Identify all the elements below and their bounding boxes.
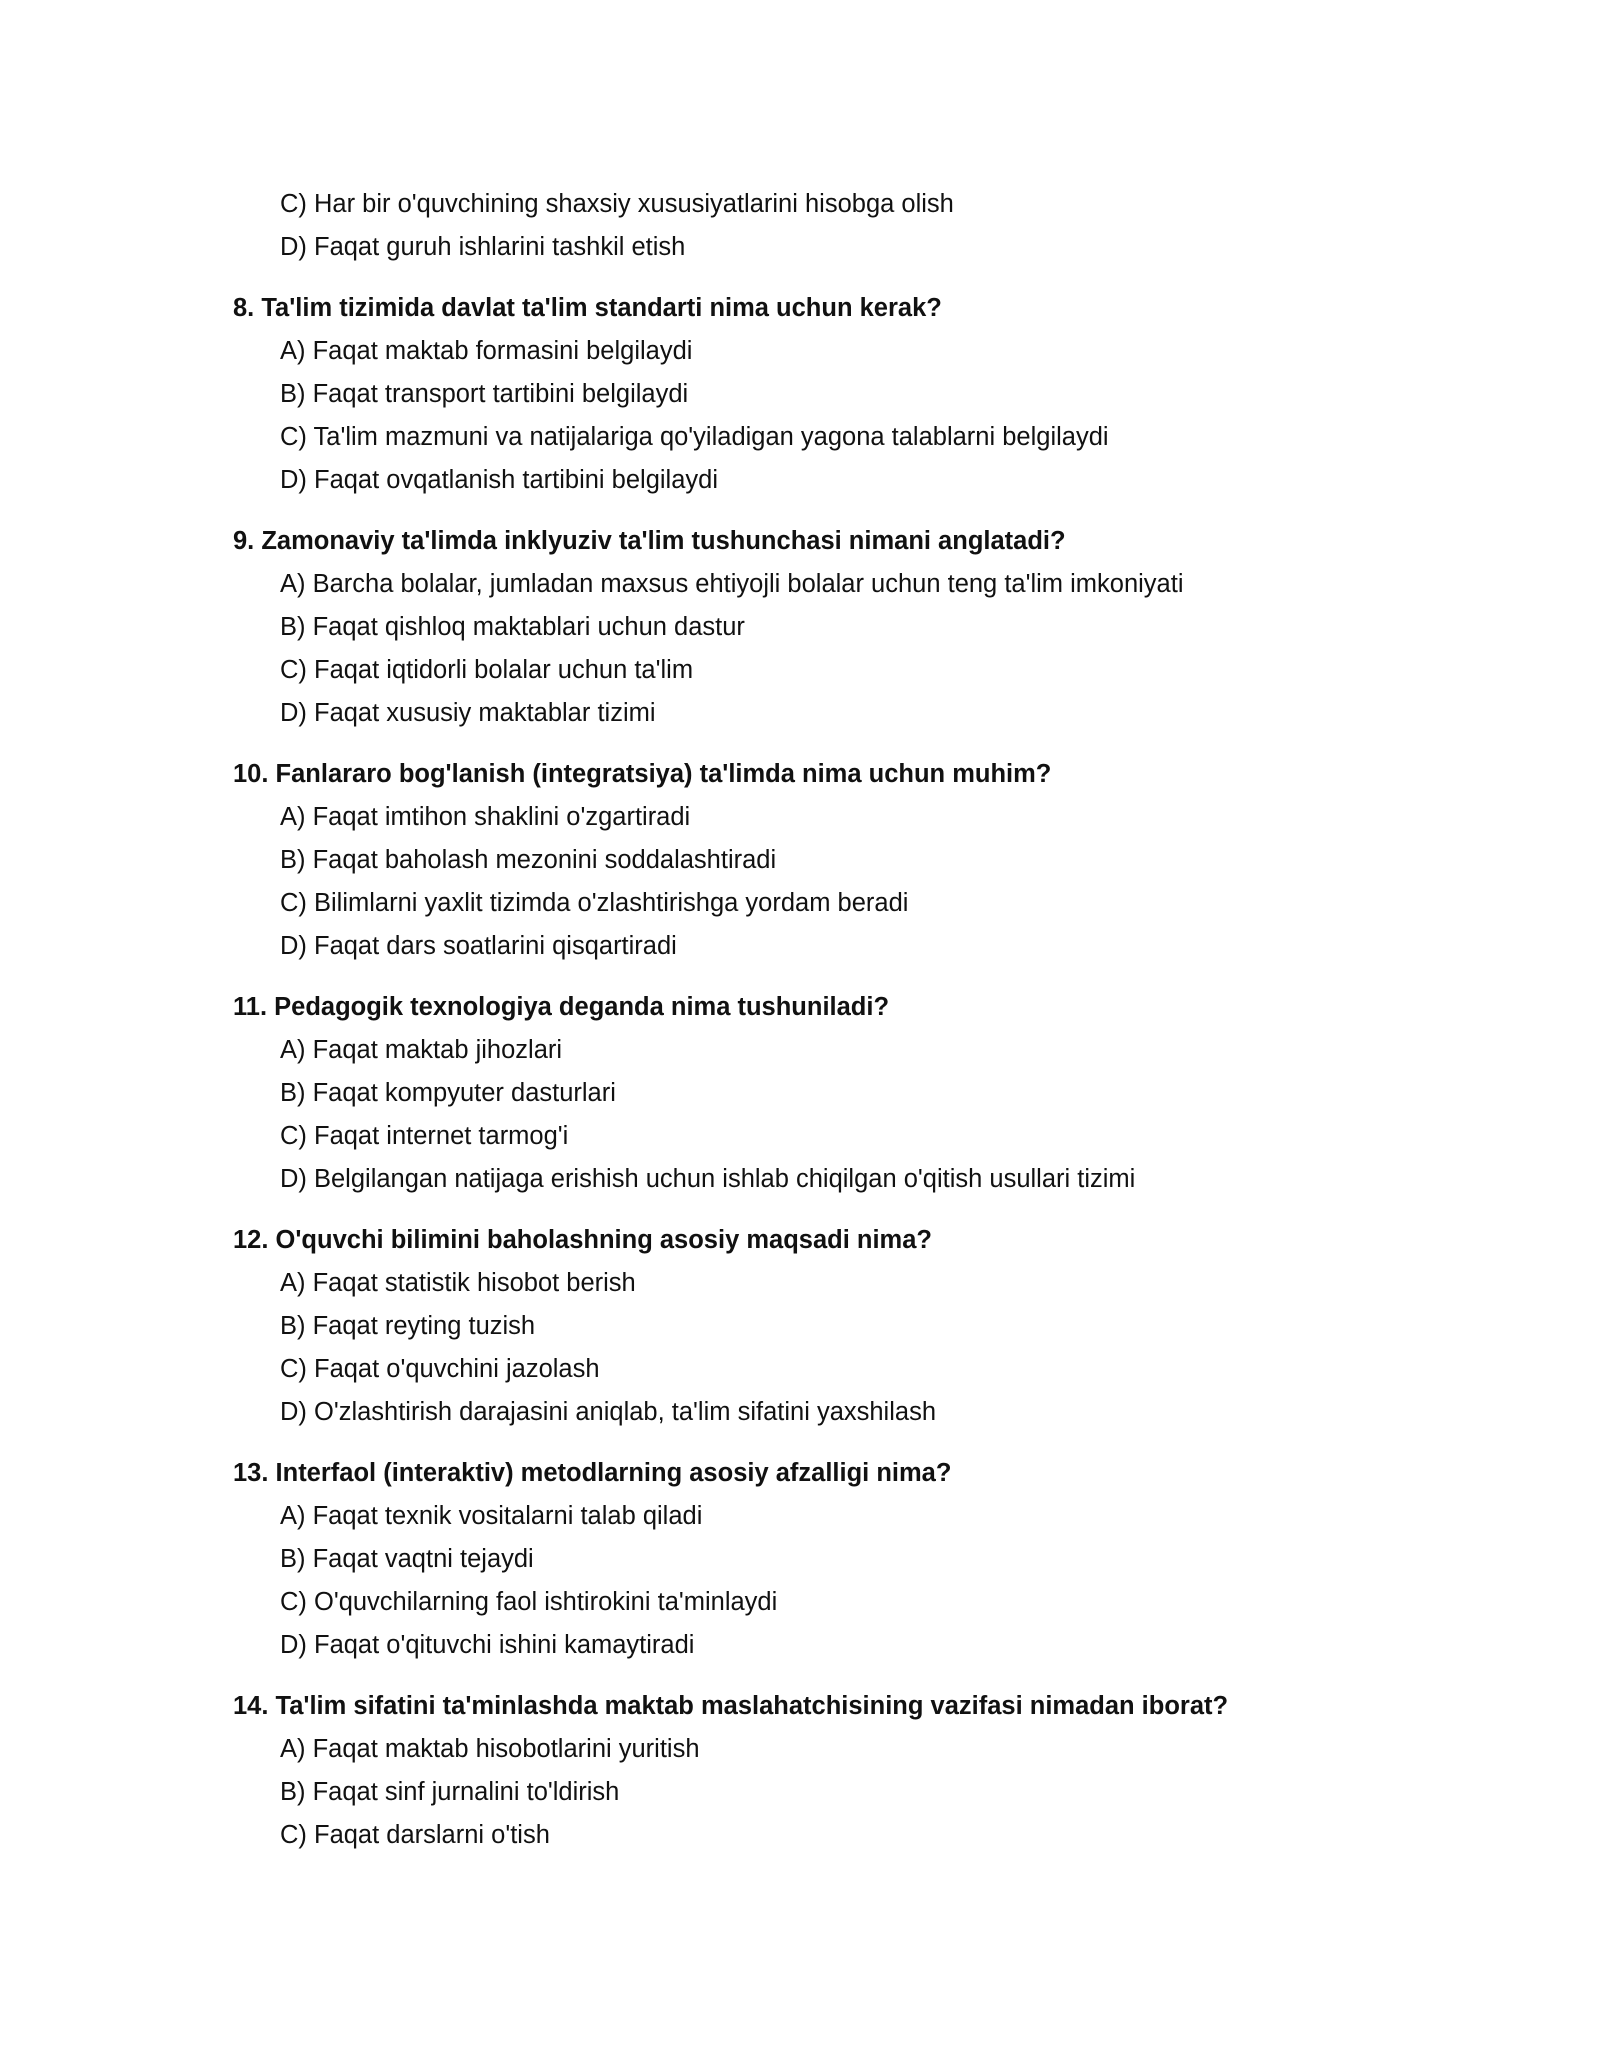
option-item: A) Barcha bolalar, jumladan maxsus ehtiyojli bolalar uchun teng ta'lim imkoniyati (280, 570, 1184, 598)
option-item: A) Faqat statistik hisobot berish (280, 1269, 636, 1297)
option-item: B) Faqat reyting tuzish (280, 1312, 536, 1340)
question-block (233, 1685, 1383, 1857)
question-title: 11. Pedagogik texnologiya deganda nima tushuniladi? (233, 993, 890, 1021)
option-item: D) Faqat guruh ishlarini tashkil etish (280, 233, 686, 261)
question-block (233, 287, 1383, 502)
option-item: B) Faqat sinf jurnalini to'ldirish (280, 1778, 620, 1806)
option-item: B) Faqat vaqtni tejaydi (280, 1545, 534, 1573)
option-item: D) Faqat ovqatlanish tartibini belgilaydi (280, 466, 718, 494)
question-block (233, 520, 1383, 735)
option-item: C) O'quvchilarning faol ishtirokini ta'minlaydi (280, 1588, 778, 1616)
option-item: D) Faqat o'qituvchi ishini kamaytiradi (280, 1631, 695, 1659)
option-item: A) Faqat maktab hisobotlarini yuritish (280, 1735, 700, 1763)
question-title: 8. Ta'lim tizimida davlat ta'lim standarti nima uchun kerak? (233, 294, 942, 322)
intro-options (233, 183, 1383, 269)
option-item: A) Faqat maktab formasini belgilaydi (280, 337, 693, 365)
option-item: A) Faqat texnik vositalarni talab qiladi (280, 1502, 703, 1530)
question-title: 13. Interfaol (interaktiv) metodlarning asosiy afzalligi nima? (233, 1459, 952, 1487)
question-title: 9. Zamonaviy ta'limda inklyuziv ta'lim tushunchasi nimani anglatadi? (233, 527, 1066, 555)
option-item: D) O'zlashtirish darajasini aniqlab, ta'lim sifatini yaxshilash (280, 1398, 937, 1426)
option-item: A) Faqat imtihon shaklini o'zgartiradi (280, 803, 691, 831)
question-block (233, 1452, 1383, 1667)
option-item: B) Faqat kompyuter dasturlari (280, 1079, 616, 1107)
option-item: D) Faqat dars soatlarini qisqartiradi (280, 932, 677, 960)
question-block (233, 753, 1383, 968)
option-item: C) Faqat o'quvchini jazolash (280, 1355, 600, 1383)
question-title: 14. Ta'lim sifatini ta'minlashda maktab maslahatchisining vazifasi nimadan iborat? (233, 1692, 1229, 1720)
option-item: C) Bilimlarni yaxlit tizimda o'zlashtirishga yordam beradi (280, 889, 909, 917)
option-item: B) Faqat transport tartibini belgilaydi (280, 380, 689, 408)
question-block (233, 986, 1383, 1201)
option-item: D) Belgilangan natijaga erishish uchun ishlab chiqilgan o'qitish usullari tizimi (280, 1165, 1136, 1193)
option-item: C) Faqat internet tarmog'i (280, 1122, 569, 1150)
option-item: D) Faqat xususiy maktablar tizimi (280, 699, 656, 727)
question-title: 12. O'quvchi bilimini baholashning asosiy maqsadi nima? (233, 1226, 932, 1254)
option-item: C) Ta'lim mazmuni va natijalariga qo'yiladigan yagona talablarni belgilaydi (280, 423, 1109, 451)
question-block (233, 1219, 1383, 1434)
option-item: A) Faqat maktab jihozlari (280, 1036, 563, 1064)
option-item: B) Faqat qishloq maktablari uchun dastur (280, 613, 745, 641)
option-item: C) Faqat iqtidorli bolalar uchun ta'lim (280, 656, 694, 684)
question-title: 10. Fanlararo bog'lanish (integratsiya) ta'limda nima uchun muhim? (233, 760, 1052, 788)
option-item: C) Har bir o'quvchining shaxsiy xususiyatlarini hisobga olish (280, 190, 954, 218)
document-content (233, 183, 1383, 1857)
option-item: B) Faqat baholash mezonini soddalashtiradi (280, 846, 777, 874)
option-item: C) Faqat darslarni o'tish (280, 1821, 550, 1849)
